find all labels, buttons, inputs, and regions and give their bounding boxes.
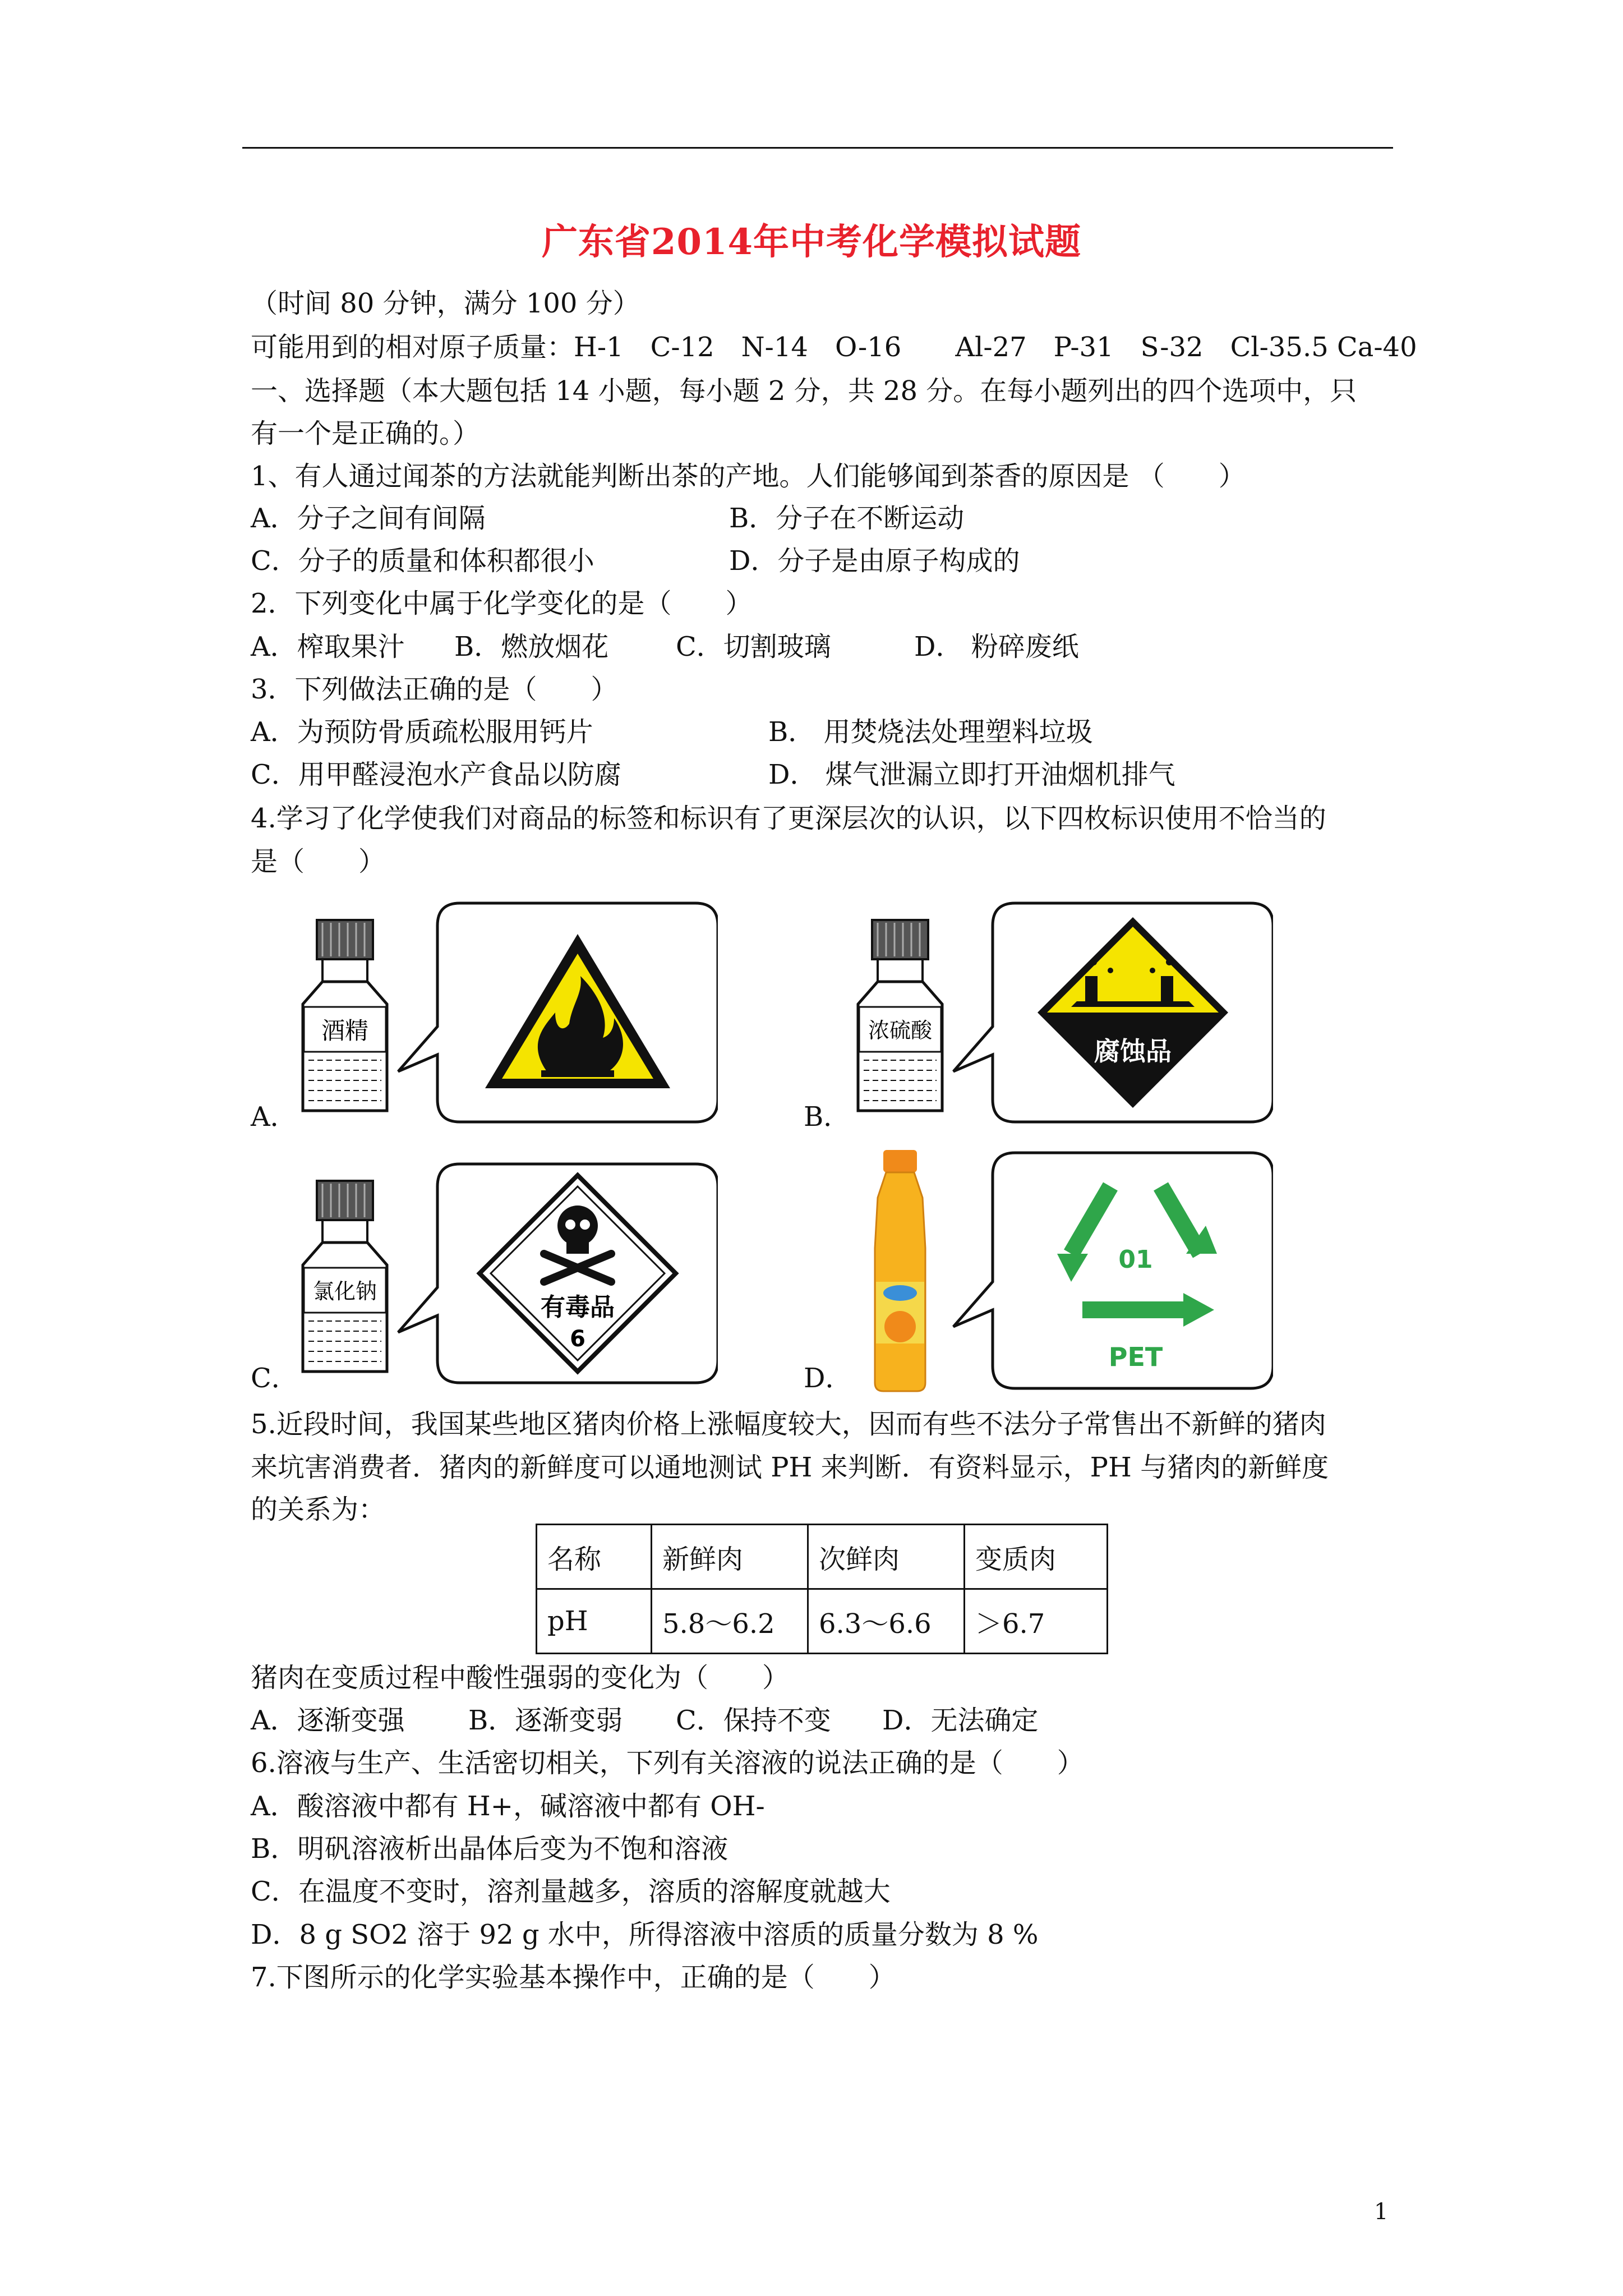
q4-label-c: C． [251,1363,298,1394]
table-cell: 名称 [537,1525,652,1589]
q4-stem-cont: 是（ ） [251,846,386,877]
q3-option-b: B． 用焚烧法处理塑料垃圾 [768,716,1093,748]
time-score: （时间 80 分钟，满分 100 分） [251,288,640,319]
q4-label-d: D． [804,1363,852,1394]
q1-option-d: D．分子是由原子构成的 [729,545,1020,577]
q2-option-c: C．切割玻璃 [676,631,831,662]
table-cell: 新鲜肉 [652,1525,808,1589]
q1-option-c: C．分子的质量和体积都很小 [251,545,594,577]
figure-a-alcohol [292,892,718,1128]
q6-option-d: D．8 g SO2 溶于 92 g 水中，所得溶液中溶质的质量分数为 8 % [251,1919,1039,1950]
toxic-sign-number: 6 [570,1326,585,1352]
q2-option-a: A．榨取果汁 [251,631,405,662]
q3-option-a: A．为预防骨质疏松服用钙片 [251,716,593,748]
q4-label-b: B． [804,1101,851,1133]
q6-option-b: B．明矾溶液析出晶体后变为不饱和溶液 [251,1833,728,1865]
q1-option-a: A．分子之间有间隔 [251,503,486,534]
figure-d-pet-bottle [847,1142,1273,1394]
recycle-label: PET [1108,1342,1163,1372]
bottle-label: 氯化钠 [312,1279,377,1304]
ph-freshness-table [536,1524,1108,1654]
q1-option-b: B．分子在不断运动 [729,503,965,534]
q6-option-a: A．酸溶液中都有 H+，碱溶液中都有 OH- [251,1791,765,1822]
header-rule [242,147,1393,149]
table-cell: 变质肉 [965,1525,1108,1589]
q2-stem: 2．下列变化中属于化学变化的是（ ） [251,588,753,619]
q6-stem: 6.溶液与生产、生活密切相关，下列有关溶液的说法正确的是（ ） [251,1747,1084,1779]
q4-label-a: A． [251,1101,297,1133]
table-cell: ＞6.7 [965,1589,1108,1654]
q5-stem-cont2: 的关系为： [251,1494,386,1525]
q5-stem-cont: 来坑害消费者．猪肉的新鲜度可以通地测试 PH 来判断．有资料显示，PH 与猪肉的新鲜度 [251,1452,1329,1483]
bottle-icon [858,920,942,1111]
q3-option-c: C．用甲醛浸泡水产食品以防腐 [251,759,621,790]
table-cell: pH [537,1589,652,1654]
juice-bottle-icon [875,1150,925,1391]
bottle-icon [303,920,387,1111]
q5-option-a: A．逐渐变强 [251,1705,405,1736]
table-cell: 5.8～6.2 [652,1589,808,1654]
q5-question: 猪肉在变质过程中酸性强弱的变化为（ ） [251,1662,790,1694]
recycle-code: 01 [1118,1245,1153,1274]
q4-stem: 4.学习了化学使我们对商品的标签和标识有了更深层次的认识，以下四枚标识使用不恰当的 [251,803,1326,834]
q5-option-c: C．保持不变 [676,1705,831,1736]
toxic-sign-label: 有毒品 [541,1293,615,1322]
q5-option-d: D．无法确定 [882,1705,1039,1736]
page-number: 1 [1374,2199,1389,2225]
q5-option-b: B．逐渐变弱 [468,1705,623,1736]
q7-stem: 7.下图所示的化学实验基本操作中，正确的是（ ） [251,1962,896,1993]
figure-b-sulfuric-acid [847,892,1273,1128]
table-cell: 6.3～6.6 [808,1589,965,1654]
table-cell: 次鲜肉 [808,1525,965,1589]
bottle-icon [303,1181,387,1372]
bottle-label: 酒精 [321,1017,369,1045]
section-heading-cont: 有一个是正确的。） [251,418,480,449]
bottle-label: 浓硫酸 [868,1018,933,1043]
table-row [537,1589,1108,1654]
table-header-row [537,1525,1108,1589]
q3-stem: 3．下列做法正确的是（ ） [251,674,618,705]
atomic-mass: 可能用到的相对原子质量：H-1 C-12 N-14 O-16 Al-27 P-31 S-32 Cl-35.5 Ca-40 [251,332,1417,363]
q6-option-c: C．在温度不变时，溶剂量越多，溶质的溶解度就越大 [251,1876,891,1907]
q2-option-b: B．燃放烟花 [454,631,609,662]
section-heading: 一、选择题（本大题包括 14 小题，每小题 2 分，共 28 分。在每小题列出的四个选项中，只 [251,375,1357,407]
q5-stem: 5.近段时间，我国某些地区猪肉价格上涨幅度较大，因而有些不法分子常售出不新鲜的猪肉 [251,1409,1326,1440]
q3-option-d: D． 煤气泄漏立即打开油烟机排气 [768,759,1175,790]
page-title: 广东省2014年中考化学模拟试题 [541,221,1082,263]
q1-stem: 1、有人通过闻茶的方法就能判断出茶的产地。人们能够闻到茶香的原因是 （ ） [251,461,1246,492]
figure-c-sodium-chloride [292,1153,718,1388]
q2-option-d: D． 粉碎废纸 [914,631,1079,662]
corrosive-sign-label: 腐蚀品 [1094,1036,1172,1066]
